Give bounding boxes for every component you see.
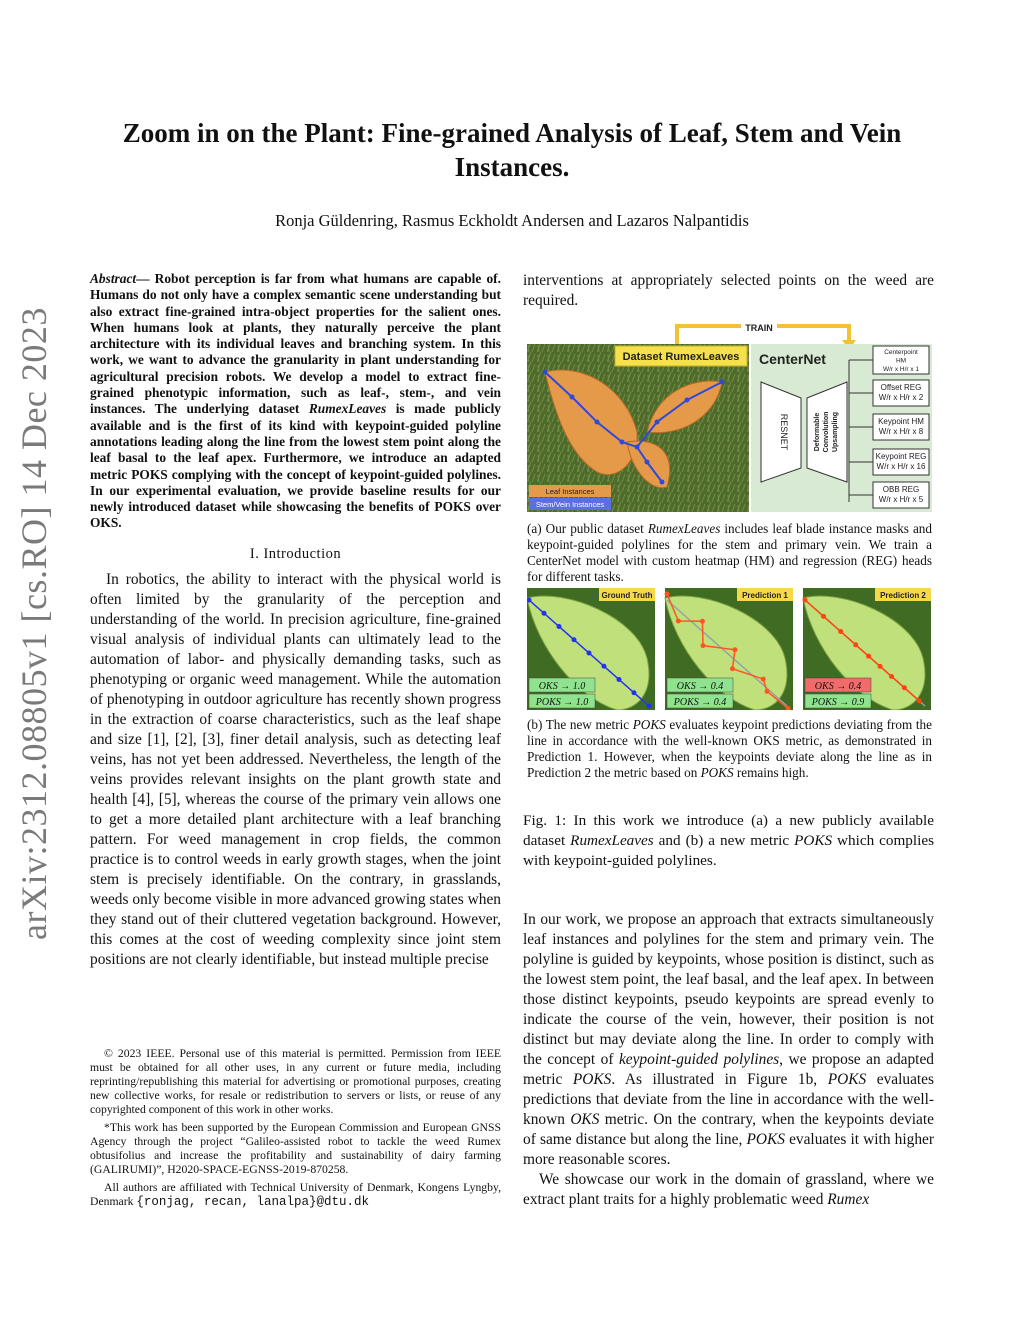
head-label: OBB REG xyxy=(882,485,920,494)
head-label: W/r x H/r x 8 xyxy=(878,427,924,436)
figure-1a-svg xyxy=(527,322,932,514)
panel-keypoint xyxy=(647,704,652,709)
train-label: TRAIN xyxy=(745,323,773,333)
panel-keypoint xyxy=(676,619,681,624)
fig1-name: RumexLeaves xyxy=(570,832,654,849)
head-label: Offset REG xyxy=(880,383,922,392)
rb-p1c: . As illustrated in Figure 1b, xyxy=(611,1071,828,1088)
resnet-label: RESNET xyxy=(779,413,789,451)
head-label: Keypoint REG xyxy=(875,452,927,461)
panel-1 xyxy=(527,588,655,710)
panel-keypoint xyxy=(617,677,622,682)
author-emails: {ronjag, recan, lanalpa}@dtu.dk xyxy=(136,1195,369,1209)
right-body xyxy=(523,910,934,1210)
abstract-dataset-name: RumexLeaves xyxy=(308,401,387,417)
panel-keypoint xyxy=(665,592,670,597)
panel-keypoint xyxy=(803,598,808,603)
deform-label-1: Deformable xyxy=(814,412,821,452)
panel-keypoint xyxy=(821,614,826,619)
affiliation-note xyxy=(90,1181,501,1209)
poks-score: POKS → 0.9 xyxy=(811,697,865,708)
copyright-notice: © 2023 IEEE. Personal use of this material is permitted. Permission from IEEE must be obtained for all other uses, in any current or future media, including reprinting/republishing this material for advertising or promotional purposes, creating new collective works, for resale or redistribution to servers or lists, or reuse of any copyrighted component of this work in other works. xyxy=(90,1047,501,1116)
abstract-text-1: — Robot perception is far from what humans are capable of. Humans do not only have a complex semantic scene understanding but also extract fine-grained intra-object properties for the salient ones. When humans look at plants, they naturally perceive the plant architecture with its individual leaves and branching system. In this work, we want to advance the granularity in plant understanding for agricultural precision robots. We develop a model to extract fine-grained phenotypic information, such as leaf-, stem-, and vein instances. The underlying dataset xyxy=(90,271,501,417)
comparison-panels xyxy=(527,588,931,710)
affiliation-text: All authors are affiliated with Technical University of Denmark, Kongens Lyngby, Denmark xyxy=(90,1181,501,1208)
rb-poks2: POKS xyxy=(827,1071,867,1088)
figure-1a xyxy=(527,322,932,512)
footnotes xyxy=(90,1047,501,1213)
deform-label-2: Convolution xyxy=(823,411,830,453)
abstract-text-2: is made publicly available and is the first of its kind with keypoint-guided polyline annotations leading along the line from the lowest stem point along the leaf basal to the leaf apex. Furthermore, we introduce an adapted metric POKS complying with the concept of keypoint-guided polylines. In our experimental evaluation, we provide baseline results for our newly introduced dataset while showcasing the benefits of POKS over OKS. xyxy=(90,401,501,531)
rb-oks: OKS xyxy=(570,1111,600,1128)
rb-kgp: keypoint-guided polylines xyxy=(618,1051,780,1068)
right-paragraph-1 xyxy=(523,910,934,1170)
panel-keypoint xyxy=(700,619,705,624)
panel-keypoint xyxy=(557,624,562,629)
rb-p1d: evaluates predictions that deviate from the line in accordance with the well-known xyxy=(523,1071,934,1128)
left-column xyxy=(90,271,501,970)
abstract-label: Abstract xyxy=(90,271,137,286)
panel-keypoint xyxy=(732,647,737,652)
paper-title: Zoom in on the Plant: Fine-grained Analysis of Leaf, Stem and Vein Instances. xyxy=(122,118,902,182)
figure-1-caption xyxy=(523,811,934,871)
rb-p2: We showcase our work in the domain of grassland, where we extract plant traits for a highly problematic weed xyxy=(523,1171,934,1208)
rb-p1f: evaluates it with higher more reasonable scores. xyxy=(523,1131,934,1168)
fig1-p1: Fig. 1: In this work we introduce (a) a new publicly available dataset xyxy=(523,812,934,849)
head-label: HM xyxy=(895,357,907,365)
deform-labels xyxy=(814,412,839,453)
caption-figure-1a xyxy=(527,521,932,585)
panel-keypoint xyxy=(730,666,735,671)
panel-keypoint xyxy=(761,677,766,682)
panel-keypoint xyxy=(700,643,705,648)
panel-3 xyxy=(803,588,932,710)
legend-stem: Stem/Vein Instances xyxy=(535,500,605,509)
funding-note: *This work has been supported by the European Commission and European GNSS Agency through the project “Galileo-assisted robot to tackle the weed Rumex obtusifolius and increase the profitability and sustainability of dairy farming (GALIRUMI)”, H2020-SPACE-EGNSS-2019-870258. xyxy=(90,1121,501,1176)
right-paragraph-2 xyxy=(523,1170,934,1210)
arxiv-identifier: arXiv:2312.08805v1 [cs.RO] 14 Dec 2023 xyxy=(14,307,54,940)
intro-paragraph: In robotics, the ability to interact with the physical world is often limited by the granularity of the perception and understanding of the world. In precision agriculture, fine-grained visual analysis of individual plants can ultimately lead to the automation of labor- and physically demanding tasks, such as phenotyping or organic weed management. While the automation of phenotyping in outdoor agriculture has recently shown progress in the extraction of coarse characteristics, such as the leaf shape and size [1], [2], [3], finer detail analysis, such as detecting leaf veins, has not yet been addressed. Nevertheless, the length of the veins provides relevant insights on the plant growth state and health [4], [5], whereas the course of the primary vein allows one to get a more detailed plant architecture with a leaf branching pattern. For weed management in crop fields, the common practice is to control weeds in early growth stages, when the joint stem is precisely identifiable. On the contrary, in grasslands, weeds only become visible in more advanced growing states when they stand out of their cluttered vegetation background. However, this comes at the cost of weeding complexity since joint stem positions are not clearly identifiable, but instead multiple precise xyxy=(90,570,501,968)
panel-keypoint xyxy=(572,637,577,642)
centernet-label: CenterNet xyxy=(759,351,826,367)
caption-b-p2: evaluates keypoint predictions deviating from the line in accordance with the well-known OKS metric, as demonstrated in Prediction 1. However, when the keypoints deviate along the line as in Prediction 2 the metric based on xyxy=(527,717,932,780)
panel-keypoint xyxy=(889,674,894,679)
deform-label-3: Upsampling xyxy=(832,411,839,453)
oks-score: OKS → 0.4 xyxy=(814,681,862,692)
paper-authors: Ronja Güldenring, Rasmus Eckholdt Andersen and Lazaros Nalpantidis xyxy=(275,211,749,230)
panel-keypoint xyxy=(587,651,592,656)
panel-keypoint xyxy=(878,664,883,669)
intro-continuation: interventions at appropriately selected points on the weed are required. xyxy=(523,272,934,309)
oks-score: OKS → 0.4 xyxy=(676,681,724,692)
rb-poks3: POKS xyxy=(746,1131,785,1148)
poks-score: POKS → 1.0 xyxy=(535,697,589,708)
fig1-poks: POKS xyxy=(794,832,833,849)
rb-rumex: Rumex xyxy=(827,1191,870,1208)
abstract xyxy=(90,271,501,532)
panel-keypoint xyxy=(542,611,547,616)
section-heading-introduction: I. Introduction xyxy=(249,545,342,562)
head-label: W/r x H/r x 16 xyxy=(876,462,926,471)
caption-figure-1b xyxy=(527,717,932,781)
head-label: W/r x H/r x 2 xyxy=(878,393,924,402)
fig1-p3: which complies with keypoint-guided polylines. xyxy=(523,832,934,869)
head-label: W/r x H/r x 5 xyxy=(878,495,924,504)
head-label: Keypoint HM xyxy=(878,417,924,426)
figure-1b-svg xyxy=(527,588,932,710)
panel-keypoint xyxy=(602,664,607,669)
rb-poks: POKS xyxy=(572,1071,612,1088)
rb-p1e: metric. On the contrary, when the keypoints deviate of same distance but along the line, xyxy=(523,1111,934,1148)
rb-p1b: , we propose an adapted metric xyxy=(523,1051,934,1088)
oks-score: OKS → 1.0 xyxy=(538,681,586,692)
head-label: Centerpoint xyxy=(884,349,918,356)
panel-keypoint xyxy=(765,689,770,694)
panel-keypoint xyxy=(917,698,922,703)
panel-keypoint xyxy=(866,654,871,659)
caption-b-poks2: POKS xyxy=(700,765,734,780)
fig1-p2: and (b) a new metric xyxy=(653,832,795,849)
dataset-label: Dataset RumexLeaves xyxy=(622,351,740,363)
panel-title: Ground Truth xyxy=(601,591,653,600)
legend-leaf: Leaf Instances xyxy=(545,487,595,496)
panel-keypoint xyxy=(853,642,858,647)
panel-keypoint xyxy=(902,685,907,690)
panel-title: Prediction 1 xyxy=(742,591,788,600)
caption-b-p1: (b) The new metric xyxy=(527,717,633,732)
figure-1b xyxy=(527,588,932,710)
panel-keypoint xyxy=(632,690,637,695)
caption-b-poks: POKS xyxy=(632,717,666,732)
caption-b-p3: remains high. xyxy=(733,765,809,780)
caption-a-rest: includes leaf blade instance masks and keypoint-guided polylines for the stem and primary vein. We train a CenterNet model with custom heatmap (HM) and regression (REG) heads for different tasks. xyxy=(527,521,932,584)
rb-p1a: In our work, we propose an approach that extracts simultaneously leaf instances and polylines for the stem and primary vein. The polyline is guided by keypoints, whose position is distinct, such as the lowest stem point, the leaf basal, and the leaf apex. In between those distinct keypoints, pseudo keypoints are spread evenly to indicate the course of the vein, however, their position is not distinct but may deviate along the line. In order to comply with the concept of xyxy=(523,911,934,1068)
caption-a-prefix: (a) Our public dataset xyxy=(527,521,648,536)
panel-2 xyxy=(665,588,794,710)
panel-keypoint xyxy=(838,629,843,634)
panel-title: Prediction 2 xyxy=(880,591,926,600)
poks-score: POKS → 0.4 xyxy=(673,697,727,708)
caption-a-name: RumexLeaves xyxy=(647,521,721,536)
right-column-top xyxy=(523,271,934,311)
head-label: W/r x H/r x 1 xyxy=(882,366,920,373)
